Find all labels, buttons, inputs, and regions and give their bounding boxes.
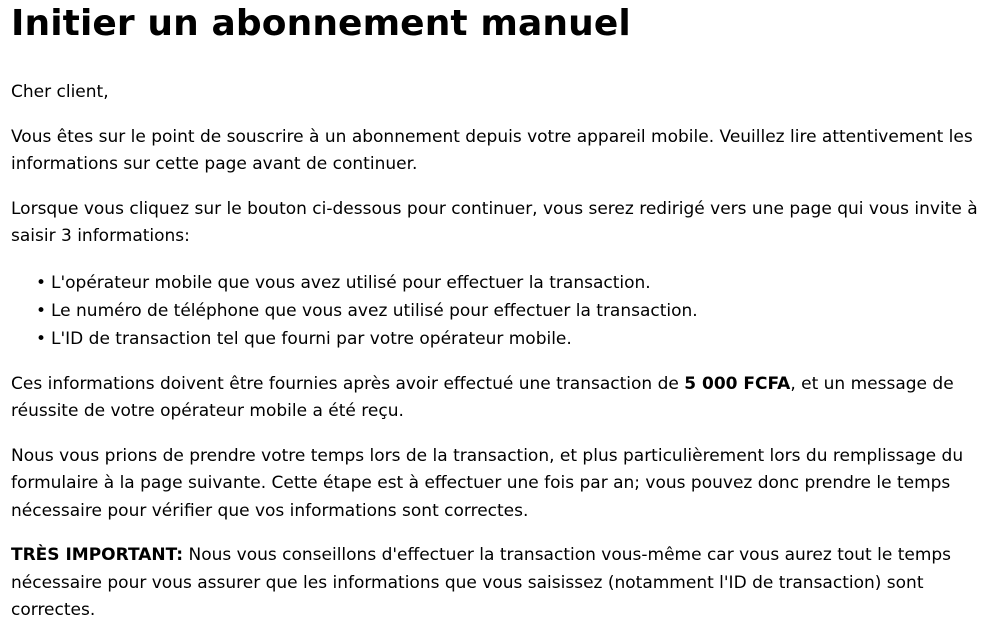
list-item: • L'opérateur mobile que vous avez utilisé pour effectuer la transaction. [51,269,998,297]
page-title: Initier un abonnement manuel [11,3,631,44]
conditions-text-before: Ces informations doivent être fournies après avoir effectué une transaction de [11,373,685,394]
transaction-amount: 5 000 FCFA [684,373,791,394]
patience-paragraph: Nous vous prions de prendre votre temps lors de la transaction, et plus particulièrement lors du remplissage du formulaire à la page suivante. Cette étape est à effectuer une fois par an; vous pouvez donc prendre le temps nécessaire pour vérifier que vos informations sont correctes. [11,445,964,521]
conditions-text-after: , et un message de réussite de votre opérateur mobile a été reçu. [11,373,954,421]
list-item: • L'ID de transaction tel que fourni par votre opérateur mobile. [51,325,998,353]
greeting-text: Cher client, [11,82,109,102]
list-item: • Le numéro de téléphone que vous avez utilisé pour effectuer la transaction. [51,297,998,325]
important-paragraph [11,542,998,625]
redirect-paragraph: Lorsque vous cliquez sur le bouton ci-dessous pour continuer, vous serez redirigé vers une page qui vous invite à saisir 3 informations: [11,198,978,246]
intro-paragraph: Vous êtes sur le point de souscrire à un abonnement depuis votre appareil mobile. Veuillez lire attentivement les informations sur cette page avant de continuer. [11,126,973,174]
conditions-paragraph [11,371,998,426]
important-label: TRÈS IMPORTANT: [11,545,184,565]
required-info-list [11,269,998,353]
important-text: Nous vous conseillons d'effectuer la transaction vous-même car vous aurez tout le temps nécessaire pour vous assurer que les informations que vous saisissez (notamment l'ID de transaction) sont correctes. [11,545,952,620]
